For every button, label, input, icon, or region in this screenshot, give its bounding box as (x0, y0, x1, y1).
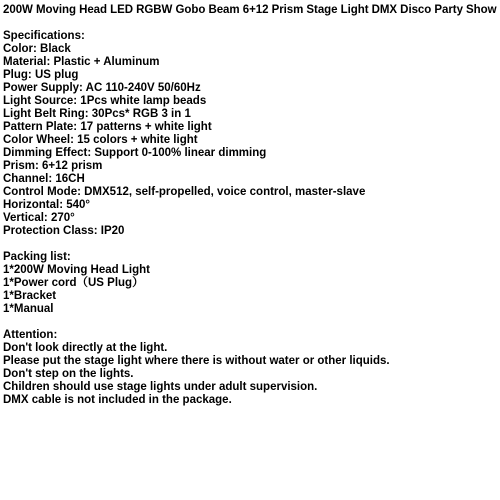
specifications-heading: Specifications: (3, 30, 85, 42)
spacer (3, 17, 497, 30)
spec-line: Plug: US plug (3, 69, 79, 81)
attention-heading: Attention: (3, 329, 58, 341)
spec-line: Horizontal: 540° (3, 199, 91, 211)
spec-line: Material: Plastic + Aluminum (3, 56, 160, 68)
attention-line: Don't look directly at the light. (3, 342, 168, 354)
spec-line: Pattern Plate: 17 patterns + white light (3, 121, 212, 133)
specifications-section (3, 30, 497, 238)
attention-line: Don't step on the lights. (3, 368, 134, 380)
packing-list-item: 1*Power cord（US Plug） (3, 277, 144, 289)
spec-line: Color Wheel: 15 colors + white light (3, 134, 198, 146)
spec-line: Protection Class: IP20 (3, 225, 125, 237)
packing-list-item: 1*Bracket (3, 290, 57, 302)
attention-section (3, 329, 497, 407)
spacer (3, 316, 497, 329)
spec-line: Color: Black (3, 43, 71, 55)
spec-line: Power Supply: AC 110-240V 50/60Hz (3, 82, 201, 94)
packing-list-section (3, 251, 497, 316)
product-title: 200W Moving Head LED RGBW Gobo Beam 6+12 Prism Stage Light DMX Disco Party Show (3, 4, 497, 16)
spec-line: Light Source: 1Pcs white lamp beads (3, 95, 207, 107)
attention-line: Children should use stage lights under adult supervision. (3, 381, 318, 393)
spec-line: Channel: 16CH (3, 173, 85, 185)
packing-list-item: 1*Manual (3, 303, 54, 315)
packing-list-item: 1*200W Moving Head Light (3, 264, 150, 276)
spec-line: Dimming Effect: Support 0-100% linear dimming (3, 147, 267, 159)
packing-list-heading: Packing list: (3, 251, 71, 263)
product-description (3, 4, 497, 407)
spec-line: Prism: 6+12 prism (3, 160, 103, 172)
attention-line: DMX cable is not included in the package. (3, 394, 232, 406)
spec-line: Light Belt Ring: 30Pcs* RGB 3 in 1 (3, 108, 191, 120)
spec-line: Vertical: 270° (3, 212, 75, 224)
attention-line: Please put the stage light where there is without water or other liquids. (3, 355, 390, 367)
spacer (3, 238, 497, 251)
spec-line: Control Mode: DMX512, self-propelled, voice control, master-slave (3, 186, 366, 198)
